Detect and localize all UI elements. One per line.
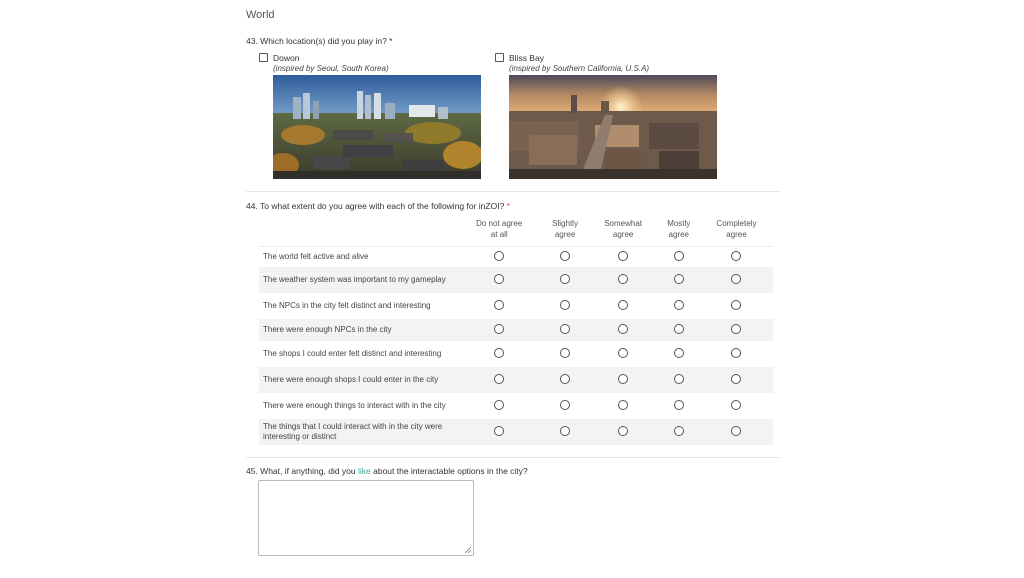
- radio-option[interactable]: [618, 274, 628, 284]
- matrix-row: [259, 267, 773, 293]
- radio-option[interactable]: [674, 426, 684, 436]
- dowon-subtitle: (inspired by Seoul, South Korea): [273, 64, 389, 73]
- bliss-bay-image[interactable]: [509, 75, 717, 179]
- radio-option[interactable]: [494, 324, 504, 334]
- radio-option[interactable]: [494, 251, 504, 261]
- radio-option[interactable]: [494, 426, 504, 436]
- radio-option[interactable]: [494, 348, 504, 358]
- matrix-col-header: Slightly agree: [552, 219, 578, 239]
- radio-option[interactable]: [674, 274, 684, 284]
- radio-option[interactable]: [560, 374, 570, 384]
- radio-option[interactable]: [618, 348, 628, 358]
- radio-option[interactable]: [494, 374, 504, 384]
- q44-label: 44. To what extent do you agree with each of the following for inZOI? *: [246, 201, 510, 211]
- dowon-image[interactable]: [273, 75, 481, 179]
- q45-textarea[interactable]: [258, 480, 474, 556]
- radio-option[interactable]: [618, 374, 628, 384]
- matrix-row-label: The weather system was important to my gameplay: [259, 267, 457, 293]
- bliss-bay-label: Bliss Bay: [509, 53, 544, 63]
- resize-handle-icon[interactable]: [465, 547, 471, 553]
- radio-option[interactable]: [618, 300, 628, 310]
- radio-option[interactable]: [560, 348, 570, 358]
- radio-option[interactable]: [560, 426, 570, 436]
- radio-option[interactable]: [674, 324, 684, 334]
- radio-option[interactable]: [560, 300, 570, 310]
- matrix-header-row: [259, 218, 773, 247]
- matrix-row: [259, 341, 773, 367]
- radio-option[interactable]: [560, 274, 570, 284]
- radio-option[interactable]: [494, 400, 504, 410]
- radio-option[interactable]: [674, 400, 684, 410]
- radio-option[interactable]: [731, 348, 741, 358]
- radio-option[interactable]: [731, 274, 741, 284]
- radio-option[interactable]: [674, 374, 684, 384]
- agreement-matrix: [259, 218, 773, 445]
- matrix-row-label: There were enough things to interact with in the city: [263, 400, 446, 410]
- q43-label: 43. Which location(s) did you play in? *: [246, 36, 393, 46]
- radio-option[interactable]: [731, 324, 741, 334]
- radio-option[interactable]: [731, 400, 741, 410]
- radio-option[interactable]: [731, 426, 741, 436]
- matrix-row-label: The NPCs in the city felt distinct and interesting: [263, 300, 431, 310]
- matrix-row: [259, 393, 773, 419]
- radio-option[interactable]: [731, 374, 741, 384]
- matrix-col-header: Completely agree: [716, 219, 757, 239]
- matrix-row: [259, 247, 773, 268]
- section-title: World: [246, 9, 275, 21]
- radio-option[interactable]: [731, 300, 741, 310]
- matrix-col-header: Somewhat agree: [604, 219, 643, 239]
- location-option-bliss-bay[interactable]: [495, 53, 544, 63]
- radio-option[interactable]: [494, 274, 504, 284]
- matrix-col-header: Do not agree at all: [476, 219, 523, 239]
- radio-option[interactable]: [674, 348, 684, 358]
- radio-option[interactable]: [618, 400, 628, 410]
- radio-option[interactable]: [618, 324, 628, 334]
- matrix-row: [259, 419, 773, 445]
- q45-highlight: like: [357, 466, 371, 476]
- location-option-dowon[interactable]: [259, 53, 299, 63]
- matrix-row-label: The world felt active and alive: [259, 247, 457, 268]
- dowon-label: Dowon: [273, 53, 300, 63]
- divider-2: [246, 457, 780, 458]
- radio-option[interactable]: [674, 251, 684, 261]
- bliss-bay-subtitle: (inspired by Southern California, U.S.A): [509, 64, 650, 73]
- q45-label: 45. What, if anything, did you like about the interactable options in the city?: [246, 466, 528, 476]
- divider-1: [246, 191, 780, 192]
- bliss-bay-checkbox[interactable]: [495, 53, 504, 62]
- dowon-checkbox[interactable]: [259, 53, 268, 62]
- radio-option[interactable]: [560, 324, 570, 334]
- radio-option[interactable]: [560, 400, 570, 410]
- matrix-row: [259, 293, 773, 319]
- matrix-row-label: There were enough NPCs in the city: [259, 319, 457, 341]
- matrix-row-label: The things that I could interact with in the city were interesting or distinct: [259, 419, 457, 445]
- radio-option[interactable]: [731, 251, 741, 261]
- radio-option[interactable]: [618, 426, 628, 436]
- matrix-row: [259, 319, 773, 341]
- radio-option[interactable]: [494, 300, 504, 310]
- radio-option[interactable]: [618, 251, 628, 261]
- radio-option[interactable]: [674, 300, 684, 310]
- matrix-row-label: There were enough shops I could enter in the city: [259, 367, 457, 393]
- radio-option[interactable]: [560, 251, 570, 261]
- matrix-row-label: The shops I could enter felt distinct and interesting: [263, 348, 442, 358]
- matrix-row: [259, 367, 773, 393]
- matrix-col-header: Mostly agree: [667, 219, 691, 239]
